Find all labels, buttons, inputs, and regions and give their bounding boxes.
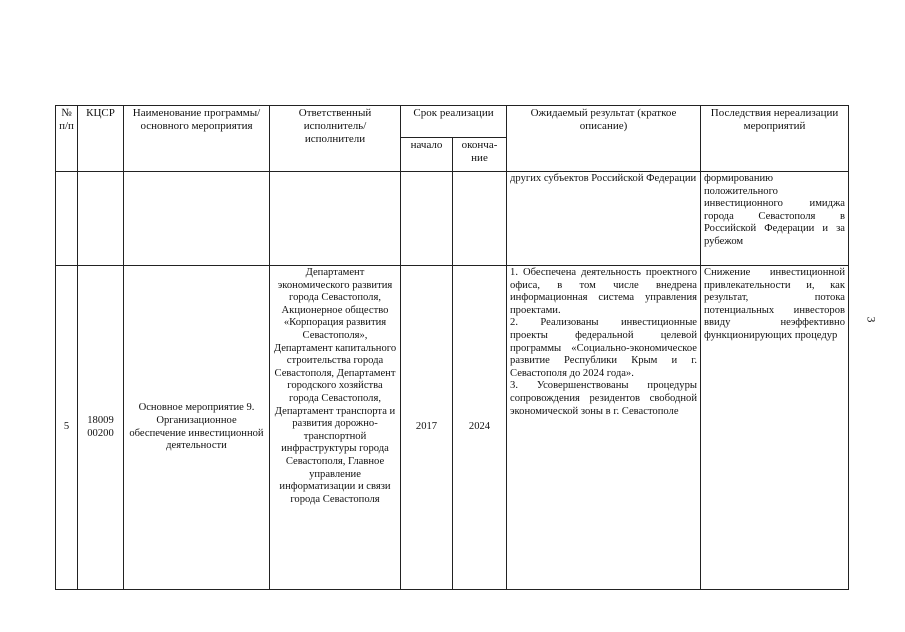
- row-result: [507, 266, 701, 590]
- row-end: [453, 172, 507, 266]
- row-consequences: формированию положительного инвестиционного имиджа города Севастополя в Российской Федерации и за рубежом: [701, 172, 849, 266]
- header-end: оконча-ние: [453, 138, 507, 172]
- row-start: 2017: [401, 266, 453, 590]
- header-num: № п/п: [56, 106, 78, 172]
- result-line: 3. Усовершенствованы процедуры сопровождения резидентов свободной экономической зоны в г. Севастополе: [510, 380, 698, 417]
- result-line: 2. Реализованы инвестиционные проекты федеральной целевой программы «Социально-экономическое развитие Республики Крым и г. Севастополя до 2024 года».: [510, 317, 698, 379]
- row-name: [124, 172, 270, 266]
- row-kcsr: [78, 172, 124, 266]
- header-executor: Ответственный исполнитель/ исполнители: [270, 106, 401, 172]
- row-num: 5: [56, 266, 78, 590]
- table-row: [56, 266, 849, 590]
- row-consequences: Снижение инвестиционной привлекательности и, как результат, потока потенциальных инвесторов ввиду неэффективно функционирующих процедур: [701, 266, 849, 590]
- row-result: [507, 172, 701, 266]
- row-num: [56, 172, 78, 266]
- row-executor: [270, 172, 401, 266]
- result-line: 1. Обеспечена деятельность проектного офиса, в том числе внедрена информационная система управления проектами.: [510, 267, 698, 316]
- row-executor: Департамент экономического развития города Севастополя, Акционерное общество «Корпорация развития Севастополя», Департамент капитального строительства города Севастополя, Департамент городского хозяйства города Севастополя, Департамент транспорта и развития дорожно-транспортной инфраструктуры города Севастополя, Главное управление информатизации и связи города Севастополя: [270, 266, 401, 590]
- row-name: Основное мероприятие 9. Организационное обеспечение инвестиционной деятельности: [124, 266, 270, 590]
- page-number: 3: [864, 316, 879, 323]
- header-kcsr: КЦСР: [78, 106, 124, 172]
- row-start: [401, 172, 453, 266]
- program-table: [55, 105, 849, 590]
- table-row: [56, 172, 849, 266]
- header-period: Срок реализации: [401, 106, 507, 138]
- header-row: [56, 106, 849, 138]
- header-result: Ожидаемый результат (краткое описание): [507, 106, 701, 172]
- row-kcsr: 18009 00200: [78, 266, 124, 590]
- header-start: начало: [401, 138, 453, 172]
- header-name: Наименование программы/основного мероприятия: [124, 106, 270, 172]
- row-end: 2024: [453, 266, 507, 590]
- result-line: других субъектов Российской Федерации: [510, 173, 697, 184]
- header-consequences: Последствия нереализации мероприятий: [701, 106, 849, 172]
